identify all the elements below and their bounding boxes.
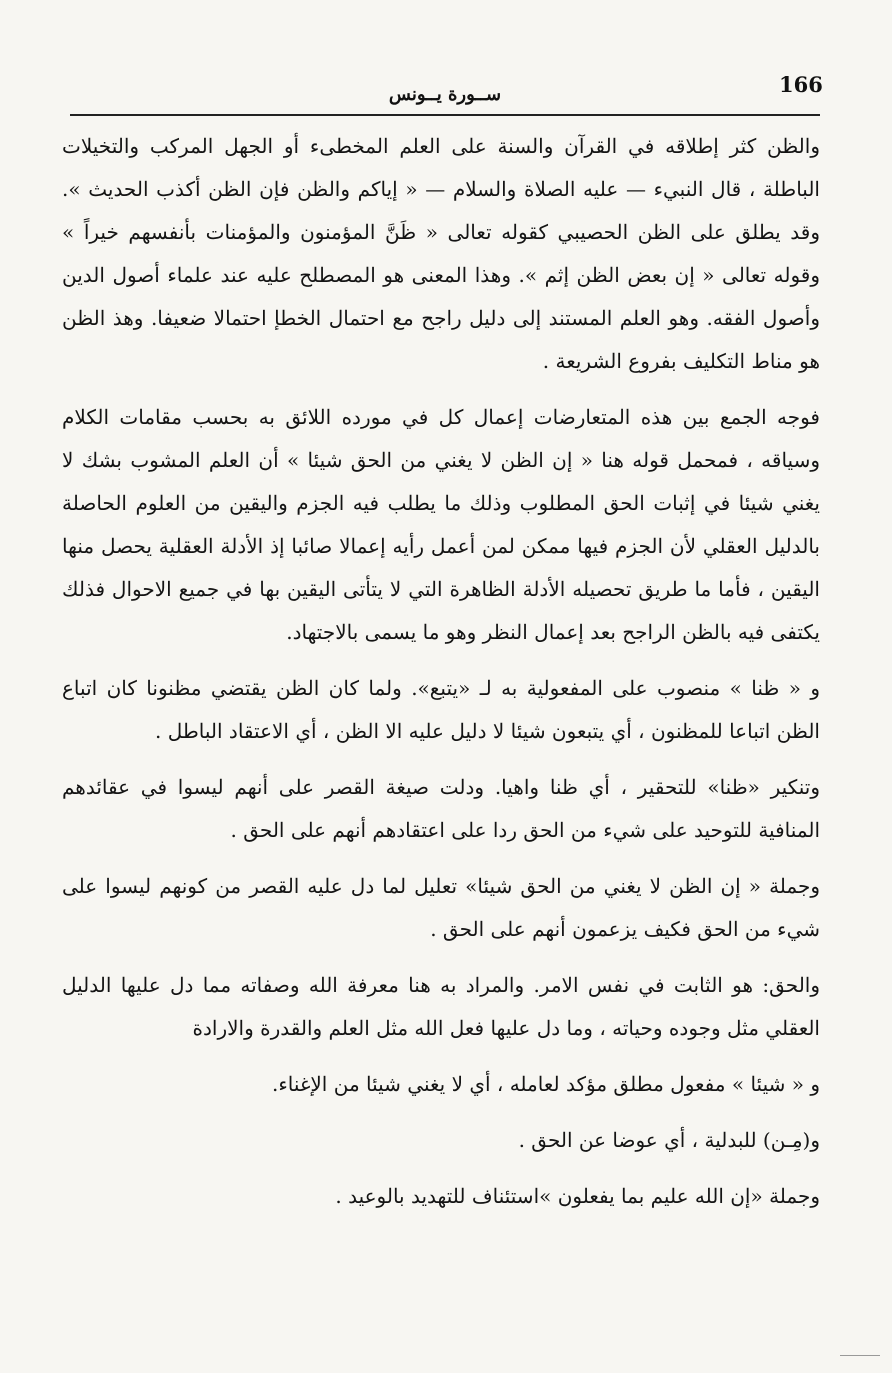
paragraph-reconciling-meanings: فوجه الجمع بين هذه المتعارضات إعمال كل في مورده اللائق به بحسب مقامات الكلام وسياقه ، فمحمل قوله هنا « إن الظن لا يغني من الحق شيئا » أن العلم المشوب بشك لا يغني شيئا في إثبات الحق المطلوب وذلك ما يطلب فيه الجزم واليقين من العلوم الحاصلة بالدليل العقلي لأن الجزم فيها ممكن لمن أعمل رأيه إعمالا صائبا إذ الأدلة العقلية يحصل منها اليقين ، فأما ما طريق تحصيله الأدلة الظاهرة التي لا يتأتى اليقين بها في جميع الاحوال فذلك يكتفى فيه بالظن الراجح بعد إعمال النظر وهو ما يسمى بالاجتهاد. (62, 405, 820, 644)
paragraph-zann-meanings: والظن كثر إطلاقه في القرآن والسنة على العلم المخطىء أو الجهل المركب والتخيلات الباطلة ، قال النبيء — عليه الصلاة والسلام — « إياكم والظن فإن الظن أكذب الحديث ». وقد يطلق على الظن الحصيبي كقوله تعالى « ظَنَّ المؤمنون والمؤمنات بأنفسهم خيراً » وقوله تعالى « إن بعض الظن إثم ». وهذا المعنى هو المصطلح عليه عند علماء أصول الدين وأصول الفقه. وهو العلم المستند إلى دليل راجح مع احتمال الخطإ احتمالا ضعيفا. وهذ الظن هو مناط التكليف بفروع الشريعة . (62, 134, 820, 373)
commentary-body (62, 125, 820, 1231)
paragraph-haqq-definition: والحق: هو الثابت في نفس الامر. والمراد به هنا معرفة الله وصفاته مما دل عليها الدليل العقلي مثل وجوده وحياته ، وما دل عليها فعل الله مثل العلم والقدرة والارادة (62, 973, 820, 1040)
surah-title: ســورة يــونس (388, 84, 502, 105)
scan-edge-mark (840, 1355, 880, 1356)
paragraph-indefinite-zann: وتنكير «ظنا» للتحقير ، أي ظنا واهيا. ودلت صيغة القصر على أنهم ليسوا في عقائدهم المنافية للتوحيد على شيء من الحق ردا على اعتقادهم أنهم على الحق . (62, 775, 820, 842)
paragraph-min-substitution: و(مِـن) للبدلية ، أي عوضا عن الحق . (518, 1128, 820, 1152)
paragraph-closing-clause: وجملة «إن الله عليم بما يفعلون »استئناف للتهديد بالوعيد . (335, 1184, 820, 1208)
paragraph-shayan: و « شيئا » مفعول مطلق مؤكد لعامله ، أي لا يغني شيئا من الإغناء. (272, 1072, 820, 1096)
page-number: 166 (779, 72, 823, 97)
header-divider (70, 114, 820, 116)
paragraph-clause-reason: وجملة « إن الظن لا يغني من الحق شيئا» تعليل لما دل عليه القصر من كونهم ليسوا على شيء من الحق فكيف يزعمون أنهم على الحق . (62, 874, 821, 941)
paragraph-zann-object: و « ظنا » منصوب على المفعولية به لـ «يتبع». ولما كان الظن يقتضي مظنونا كان اتباع الظن اتباعا للمظنون ، أي يتبعون شيئا لا دليل عليه الا الظن ، أي الاعتقاد الباطل . (62, 676, 820, 743)
